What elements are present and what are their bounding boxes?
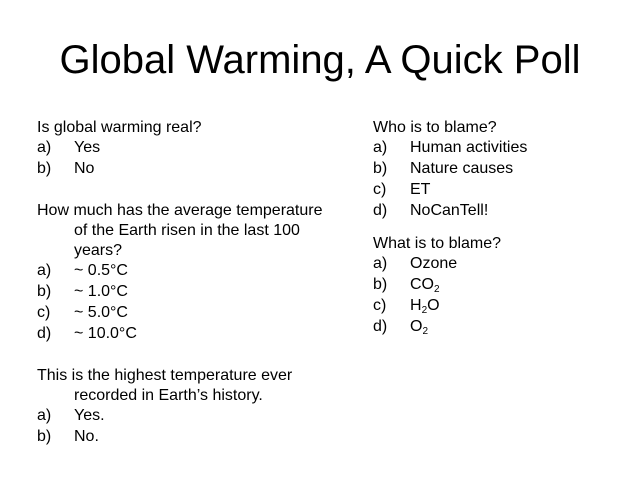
- option-formula-h2o: [410, 296, 440, 317]
- option-c: [37, 303, 337, 324]
- question-text: How much has the average temperature of the Earth risen in the last 100 years?: [37, 202, 323, 259]
- option-text: No: [74, 160, 95, 177]
- option-c: [373, 180, 613, 201]
- option-text: Nature causes: [410, 160, 514, 177]
- option-text: Ozone: [410, 255, 458, 272]
- formula-base: H: [410, 297, 422, 314]
- option-formula-co2: [410, 275, 440, 296]
- left-column: [37, 118, 337, 448]
- option-letter: d): [373, 318, 388, 335]
- option-text: No.: [74, 428, 99, 445]
- option-letter: a): [37, 262, 52, 279]
- option-a: [37, 261, 337, 282]
- option-c: [373, 296, 613, 317]
- option-a: [37, 406, 337, 427]
- question-text: Is global warming real?: [37, 119, 202, 136]
- option-letter: d): [373, 202, 388, 219]
- question-global-warming-real: [37, 118, 337, 180]
- option-text: ~ 10.0°C: [74, 325, 137, 342]
- slide-title: Global Warming, A Quick Poll: [59, 38, 581, 82]
- option-d: [373, 201, 613, 222]
- question-what-to-blame: [373, 234, 613, 338]
- option-b: [373, 275, 613, 296]
- question-highest-temperature: [37, 366, 337, 448]
- option-text: ~ 1.0°C: [74, 283, 128, 300]
- option-letter: c): [373, 297, 387, 314]
- option-text: ET: [410, 181, 431, 198]
- formula-subscript: 2: [421, 305, 428, 316]
- option-text: ~ 0.5°C: [74, 262, 128, 279]
- question-text: This is the highest temperature ever recorded in Earth’s history.: [37, 367, 293, 404]
- option-text: Yes: [74, 139, 101, 156]
- option-b: [37, 159, 337, 180]
- question-who-to-blame: [373, 118, 613, 222]
- formula-base: CO: [410, 276, 434, 293]
- option-letter: c): [373, 181, 387, 198]
- question-text: Who is to blame?: [373, 119, 497, 136]
- option-letter: a): [373, 139, 388, 156]
- option-text: ~ 5.0°C: [74, 304, 128, 321]
- question-text: What is to blame?: [373, 235, 502, 252]
- option-a: [373, 138, 613, 159]
- formula-rest: O: [427, 297, 440, 314]
- formula-base: O: [410, 318, 423, 335]
- right-column: [373, 118, 613, 338]
- option-formula-o2: [410, 317, 428, 338]
- option-text: NoCanTell!: [410, 202, 489, 219]
- option-letter: b): [37, 160, 52, 177]
- option-letter: b): [373, 276, 388, 293]
- option-a: [373, 254, 613, 275]
- option-b: [37, 427, 337, 448]
- option-letter: b): [37, 283, 52, 300]
- option-letter: a): [37, 139, 52, 156]
- option-letter: d): [37, 325, 52, 342]
- option-letter: a): [37, 407, 52, 424]
- option-text: Yes.: [74, 407, 105, 424]
- option-letter: a): [373, 255, 388, 272]
- option-letter: c): [37, 304, 51, 321]
- option-d: [373, 317, 613, 338]
- option-letter: b): [37, 428, 52, 445]
- option-letter: b): [373, 160, 388, 177]
- option-d: [37, 324, 337, 345]
- formula-subscript: 2: [434, 284, 440, 295]
- formula-subscript: 2: [422, 326, 429, 337]
- option-b: [373, 159, 613, 180]
- option-text: Human activities: [410, 139, 528, 156]
- question-temperature-rise: [37, 201, 337, 345]
- option-a: [37, 138, 337, 159]
- option-b: [37, 282, 337, 303]
